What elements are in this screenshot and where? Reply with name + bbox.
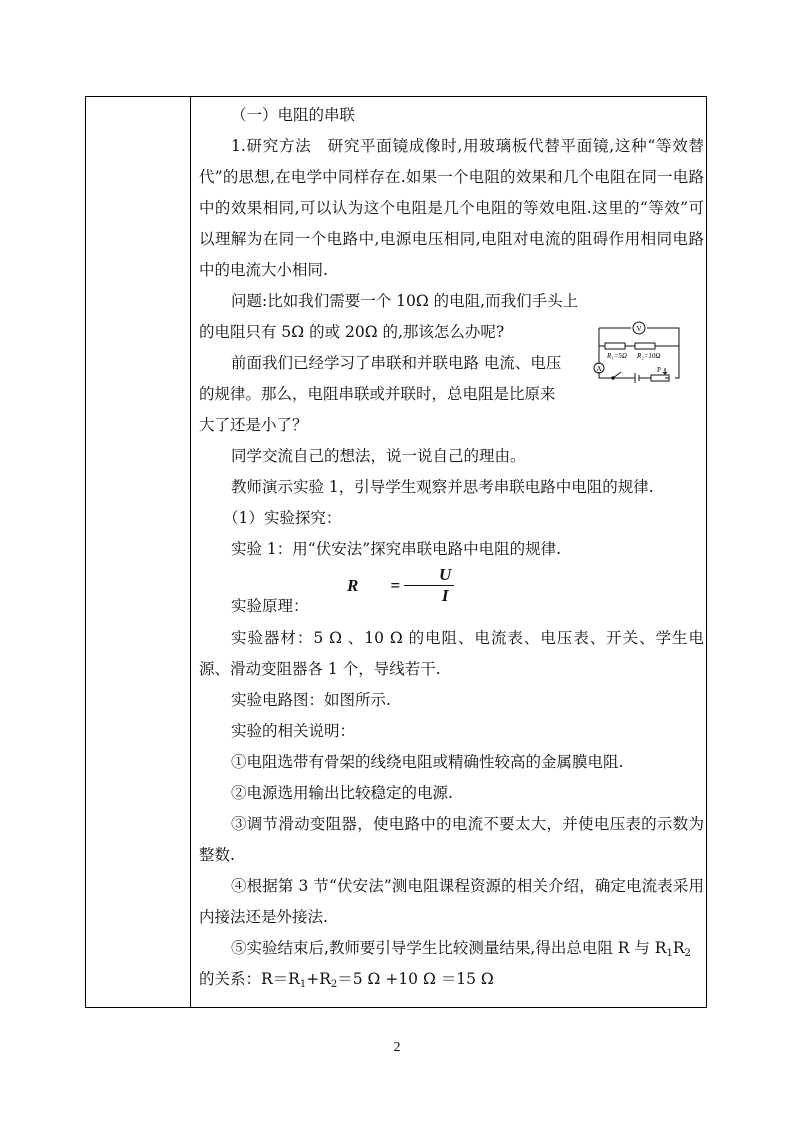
exchange-paragraph: 同学交流自己的想法，说一说自己的理由。 <box>231 447 526 465</box>
review-line-2: 的规律。那么，电阻串联或并联时，总电阻是比原来 <box>199 385 556 403</box>
note-3: ③调节滑动变阻器，使电路中的电流不要太大，并使电压表的示数为整数. <box>199 815 704 864</box>
formula-eq: = <box>390 576 401 595</box>
materials-paragraph: 实验器材：5 Ω 、10 Ω 的电阻、电流表、电压表、开关、学生电源、滑动变阻器各 1 个，导线若干. <box>199 629 704 678</box>
voltmeter-label: V <box>636 325 642 333</box>
question-line-1: 问题:比如我们需要一个 10Ω 的电阻,而我们手头上 <box>231 292 579 310</box>
note-5-l2-tail: ＝5 Ω +10 Ω ＝15 Ω <box>337 970 494 988</box>
note-5-l2-sub2: 2 <box>330 979 338 990</box>
note-5-l2-sub1: 1 <box>299 979 307 990</box>
note-5 <box>199 933 704 964</box>
review-line-1: 前面我们已经学习了串联和并联电路 电流、电压 <box>231 354 562 372</box>
note-5-l2-prefix: 的关系：R＝R <box>199 970 300 988</box>
note-5-l2-plus: +R <box>306 970 331 988</box>
r2-label: R₂=10Ω <box>637 352 661 360</box>
formula-numerator: U <box>404 565 454 586</box>
circuit-diagram <box>591 316 687 396</box>
slider-label: P <box>657 366 661 374</box>
notes-title: 实验的相关说明： <box>231 722 356 740</box>
ohm-formula <box>315 565 454 606</box>
resistor-r2-icon <box>635 343 655 349</box>
ammeter-label: A <box>596 365 602 373</box>
experiment-1: 实验 1：用“伏安法”探究串联电路中电阻的规律. <box>231 540 562 558</box>
review-line-3: 大了还是小了？ <box>199 416 308 434</box>
note-5-r2-sub: 2 <box>684 948 691 959</box>
research-method-paragraph: 1.研究方法 研究平面镜成像时,用玻璃板代替平面镜,这种“等效替代”的思想,在电学中同样存在.如果一个电阻的效果和几个电阻在同一电路中的效果相同,可以认为这个电阻是几个电阻的等效电阻.这里的“等效”可以理解为在同一个电路中,电源电压相同,电阻对电流的阻碍作用相同电路中的电流大小相同. <box>199 137 704 279</box>
r1-label: R₁=5Ω <box>607 352 627 360</box>
demo-paragraph: 教师演示实验 1，引导学生观察并思考串联电路中电阻的规律. <box>231 478 654 496</box>
formula-lhs: R <box>347 576 359 595</box>
section-title: （一）电阻的串联 <box>231 106 356 124</box>
principle-label: 实验原理： <box>231 597 309 615</box>
lesson-content <box>199 100 704 995</box>
column-divider <box>190 97 191 1007</box>
note-5-r1-sub: 1 <box>666 948 673 959</box>
battery-icon <box>635 373 639 383</box>
note-4: ④根据第 3 节“伏安法”测电阻课程资源的相关介绍，确定电流表采用内接法还是外接法. <box>199 877 704 926</box>
note-5-line-2 <box>199 964 704 995</box>
formula-fraction <box>404 565 454 606</box>
note-1: ①电阻选带有骨架的线绕电阻或精确性较高的金属膜电阻. <box>231 753 624 771</box>
resistor-r1-icon <box>605 343 625 349</box>
explore-heading: （1）实验探究： <box>223 509 342 527</box>
question-line-2: 的电阻只有 5Ω 的或 20Ω 的,那该怎么办呢? <box>199 323 505 341</box>
page-number: 2 <box>393 1040 401 1055</box>
note-5-r2: R <box>672 939 685 957</box>
diagram-paragraph: 实验电路图：如图所示. <box>231 691 391 709</box>
note-5-prefix: ⑤实验结束后,教师要引导学生比较测量结果,得出总电阻 R 与 R <box>231 939 667 957</box>
lesson-table <box>85 96 707 1008</box>
principle-line <box>199 565 704 623</box>
formula-denominator: I <box>441 586 449 605</box>
note-2: ②电源选用输出比较稳定的电源. <box>231 784 453 802</box>
